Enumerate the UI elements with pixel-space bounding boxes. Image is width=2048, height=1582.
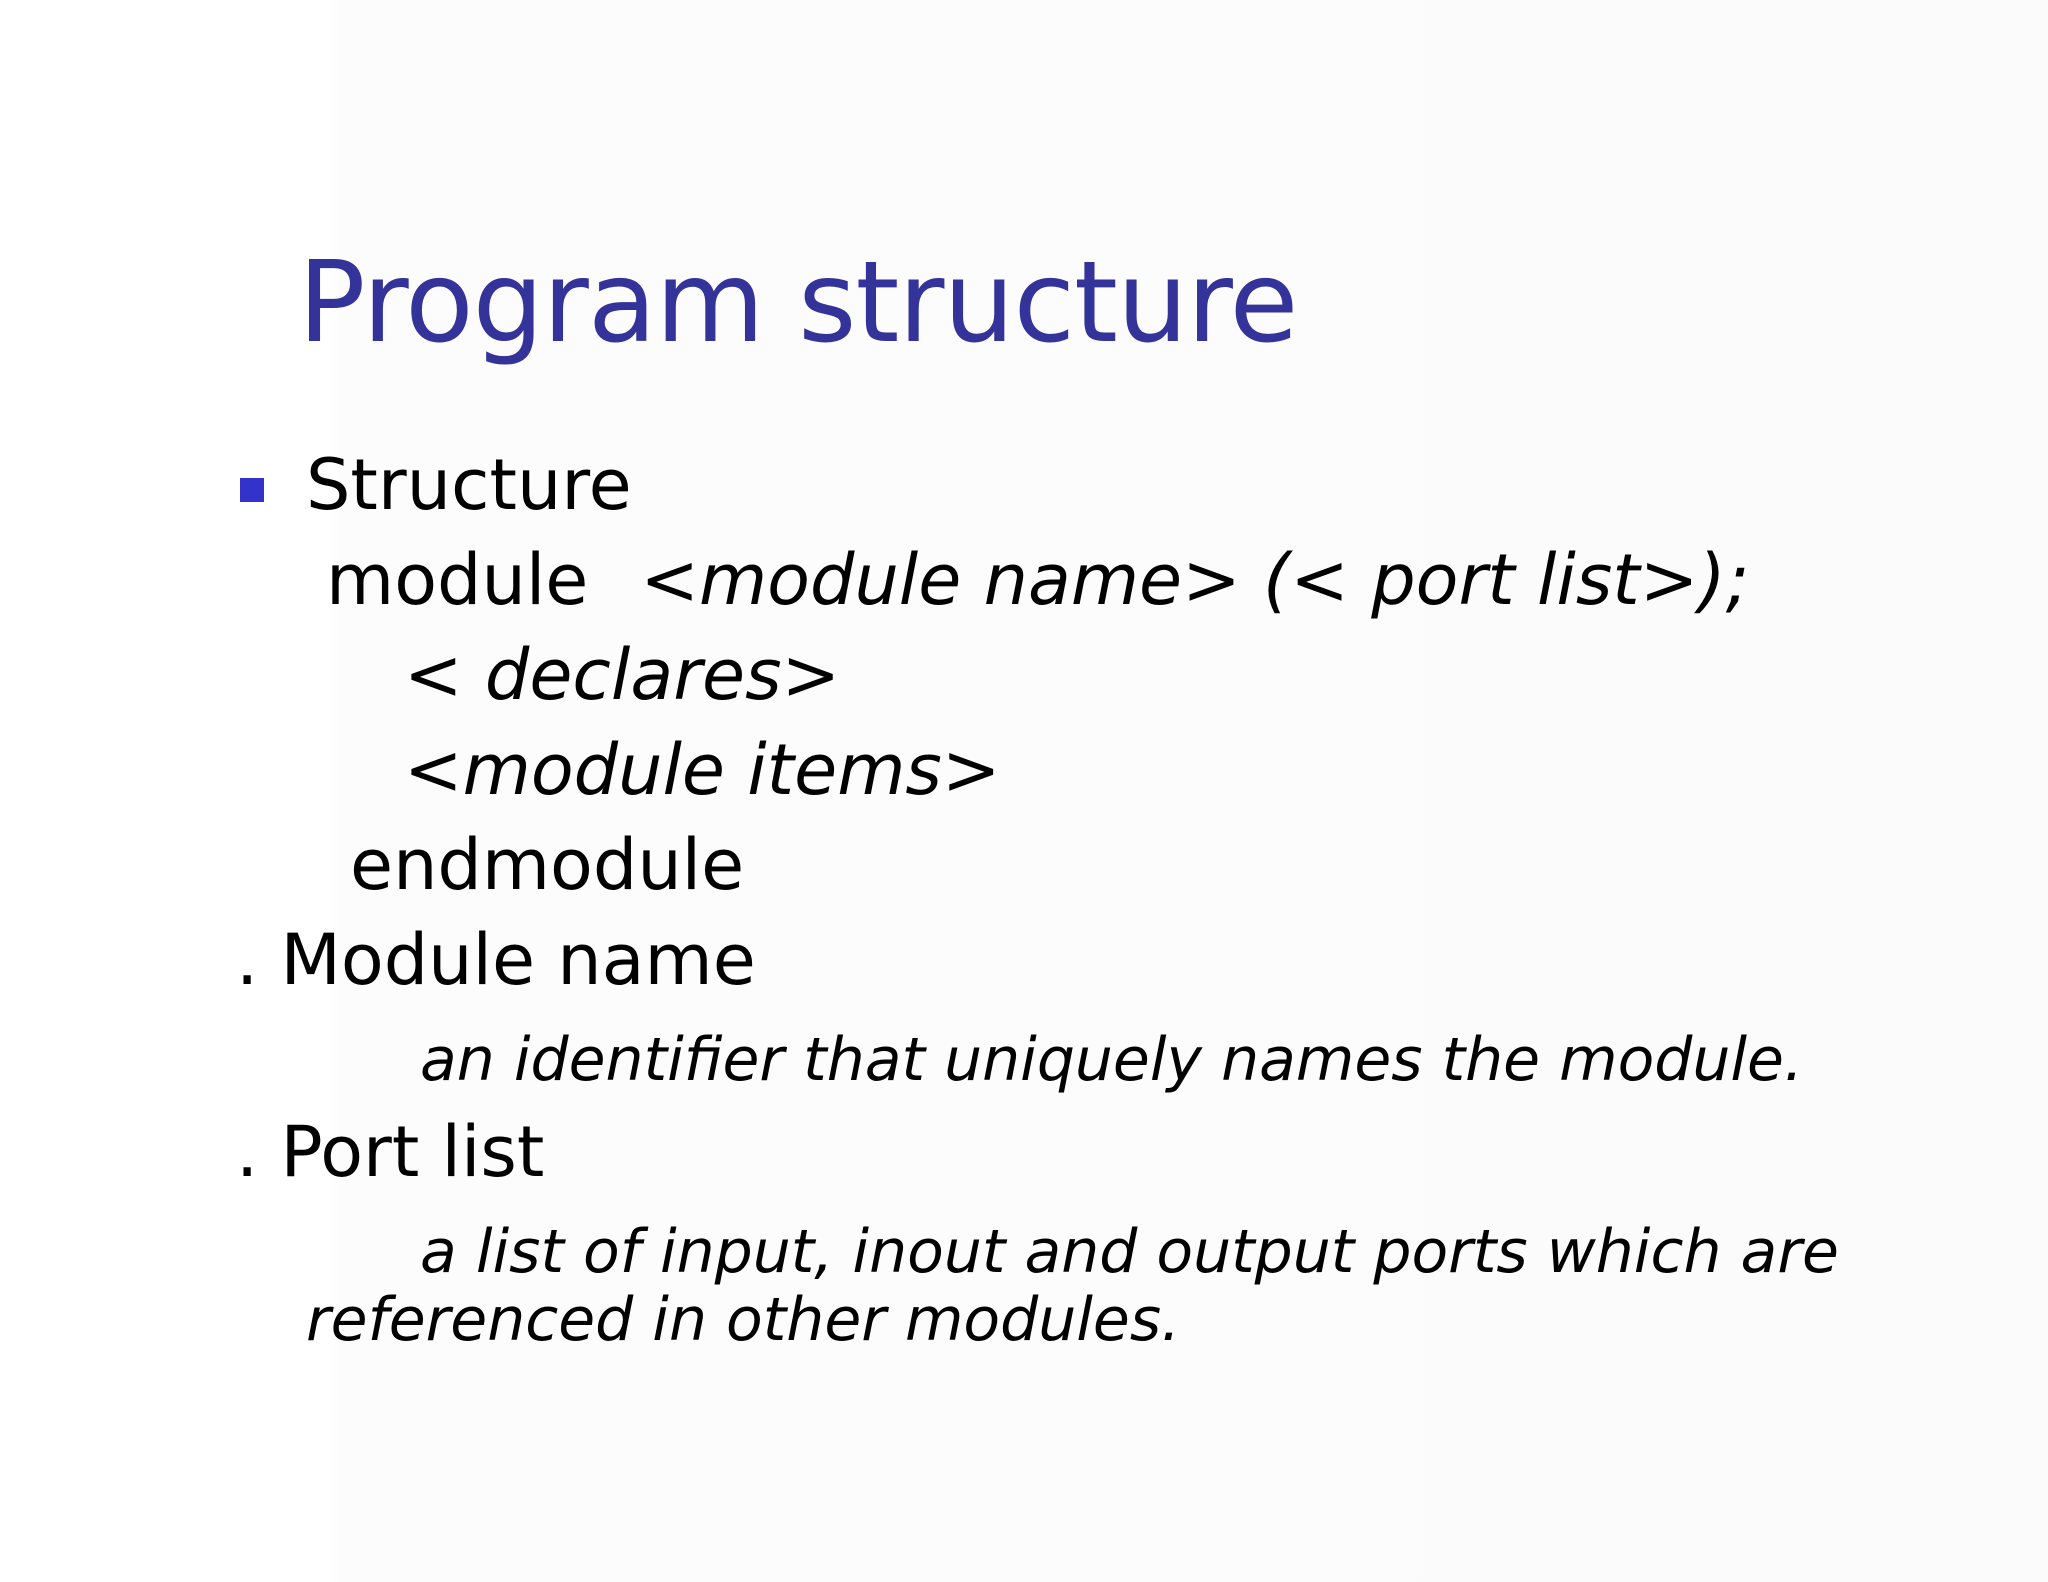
code-module-line — [326, 539, 1750, 621]
code-module-signature: <module name> (< port list>); — [640, 539, 1750, 621]
description-port-list-line1: a list of input, inout and output ports which are — [420, 1217, 1839, 1287]
bullet-square-icon — [240, 478, 264, 502]
term-port-list: . Port list — [236, 1111, 545, 1193]
description-module-name: an identifier that uniquely names the module. — [420, 1025, 1804, 1095]
slide-title: Program structure — [298, 238, 1298, 368]
code-declares: < declares> — [404, 634, 841, 716]
bullet-structure: Structure — [306, 444, 632, 526]
description-port-list-line2: referenced in other modules. — [306, 1285, 1181, 1355]
code-keyword-module: module — [326, 539, 589, 621]
code-endmodule: endmodule — [350, 824, 745, 906]
code-module-items: <module items> — [404, 729, 1001, 811]
term-module-name: . Module name — [236, 919, 756, 1001]
